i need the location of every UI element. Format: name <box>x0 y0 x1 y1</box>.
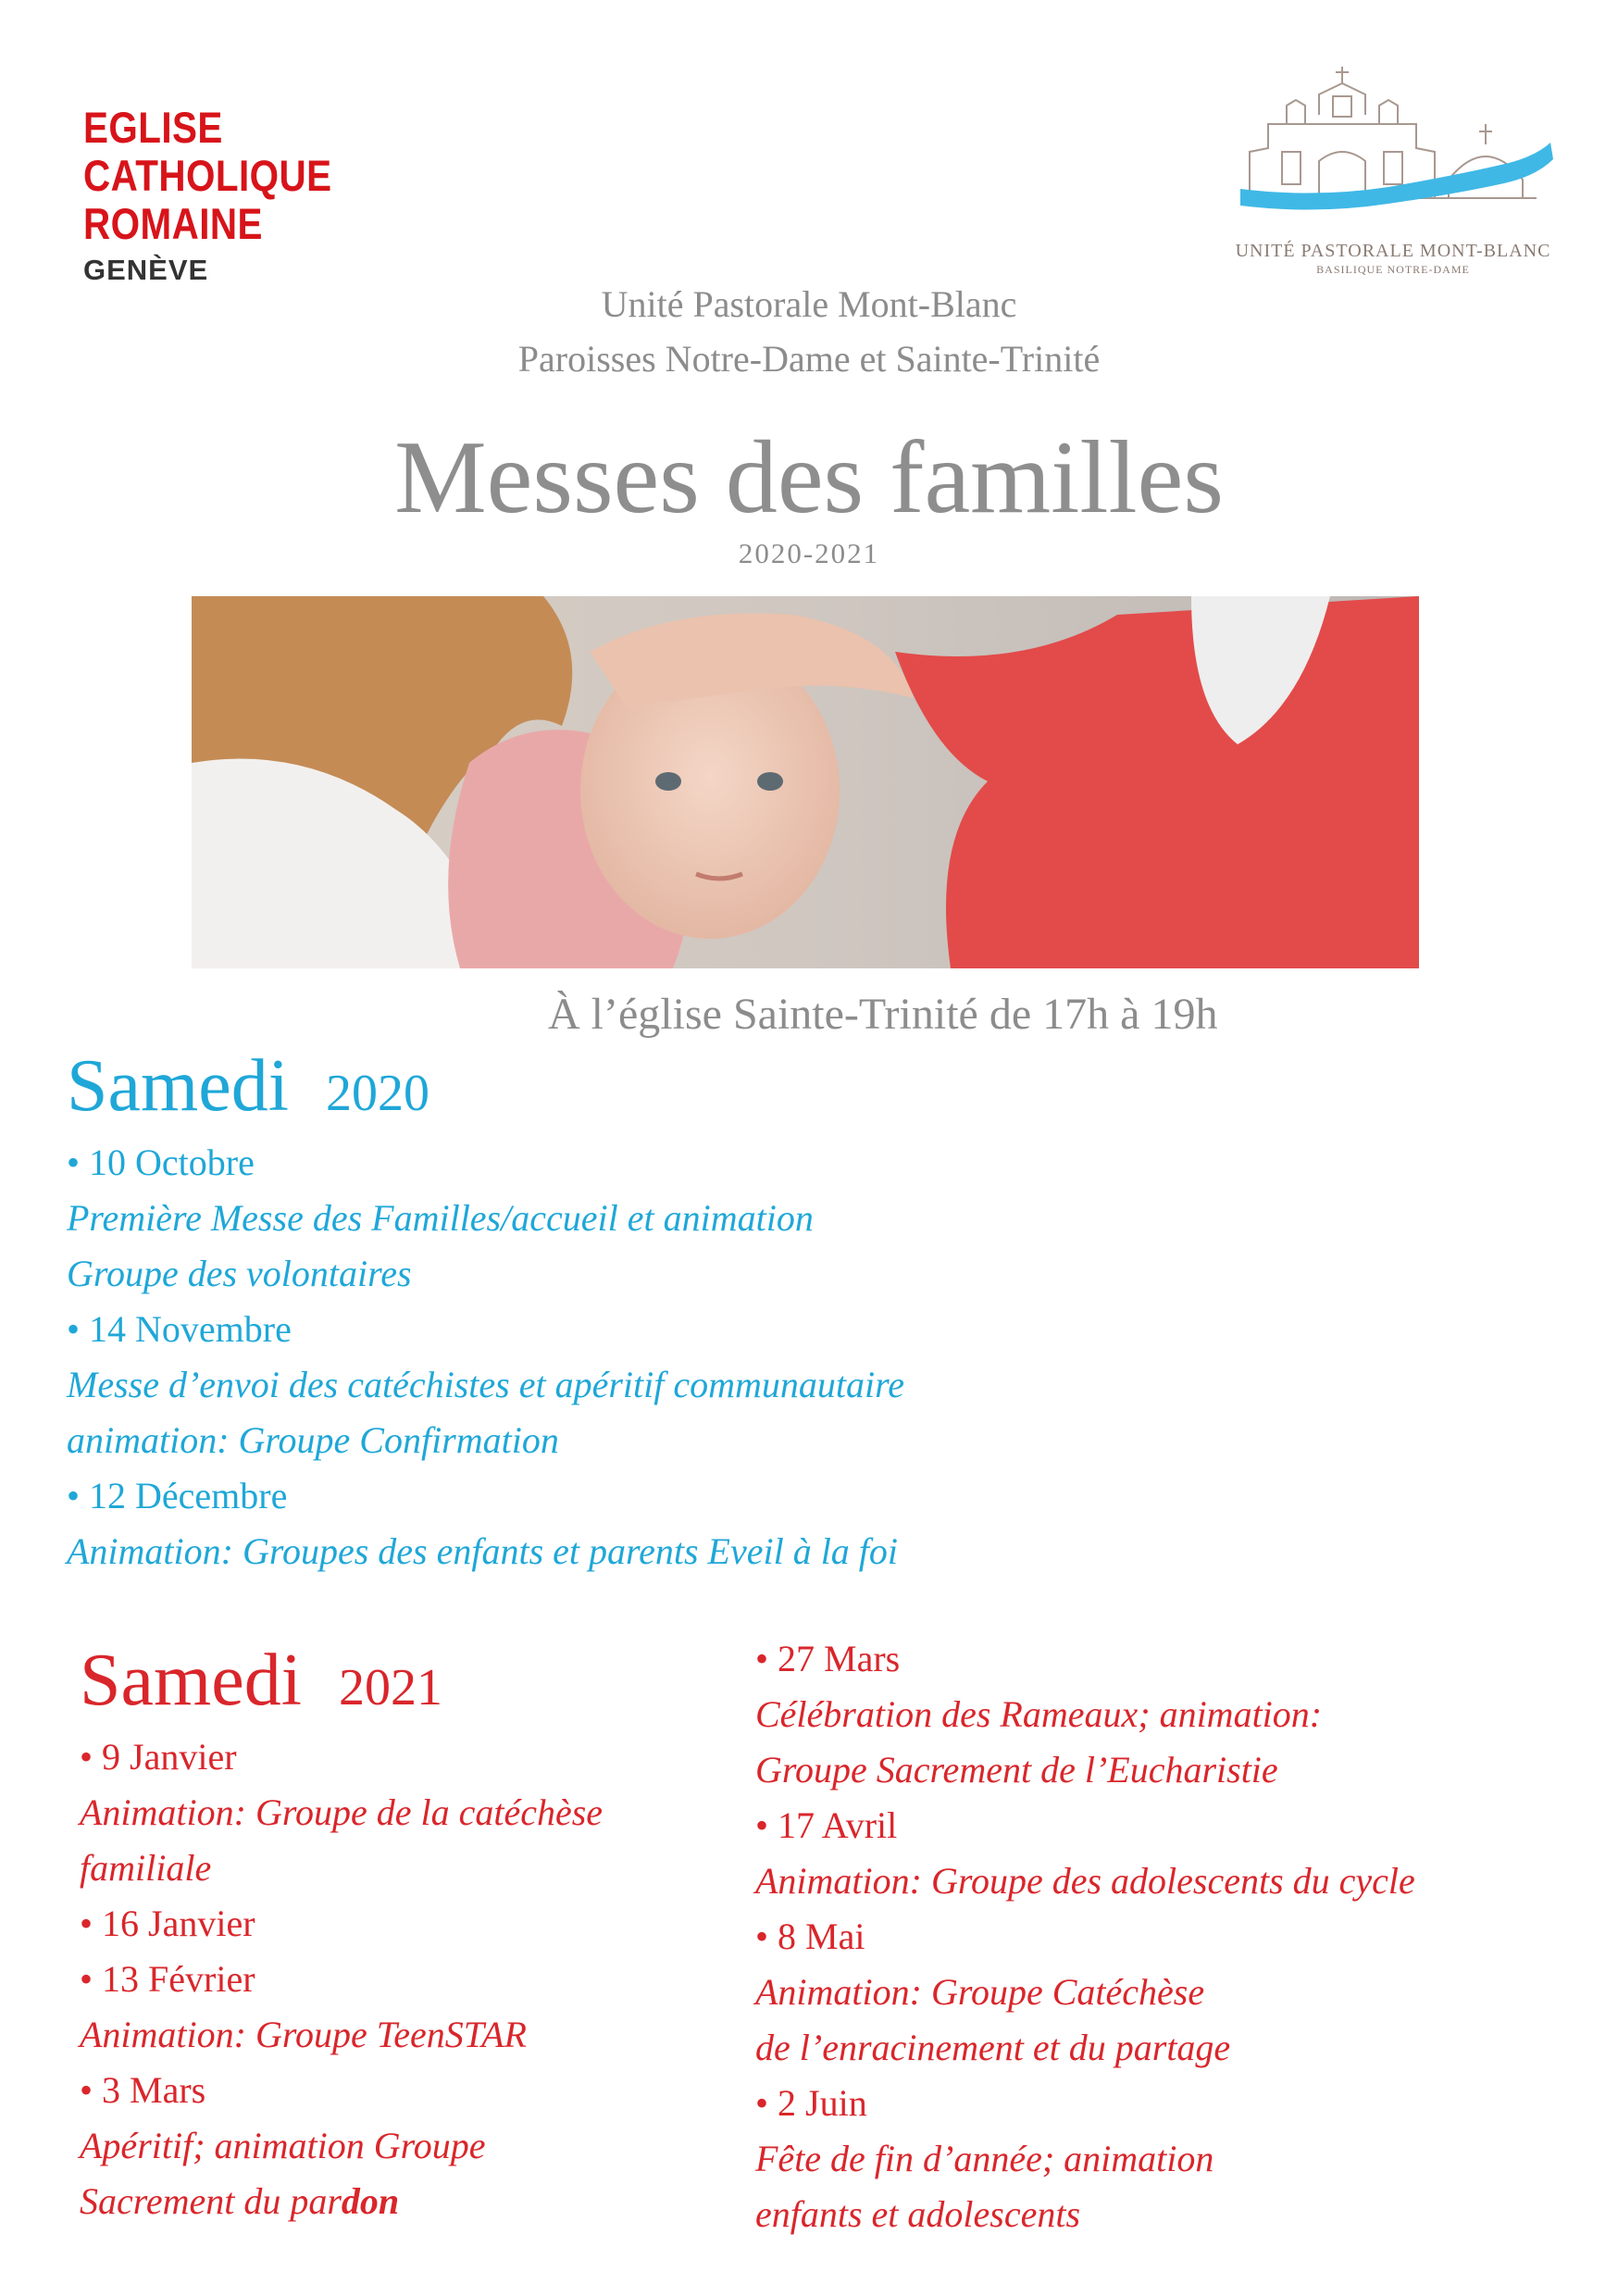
list-item-desc: Animation: Groupe TeenSTAR <box>80 2014 527 2055</box>
list-item-desc: Célébration des Rameaux; animation: <box>755 1693 1323 1735</box>
section-2021-left <box>80 1639 603 2229</box>
list-item-desc: Groupe des volontaires <box>67 1253 412 1294</box>
location-time: À l’église Sainte-Trinité de 17h à 19h <box>548 990 1218 1039</box>
list-item-desc: Sacrement du pardon <box>80 2180 400 2222</box>
list-item-desc: Groupe Sacrement de l’Eucharistie <box>755 1749 1278 1791</box>
list-item-desc: Première Messe des Familles/accueil et animation <box>67 1197 814 1239</box>
list-item-desc: Apéritif; animation Groupe <box>80 2125 486 2166</box>
section-2020-title <box>67 1044 904 1135</box>
section-2020-label: Samedi <box>67 1045 289 1127</box>
page-title: Messes des familles <box>394 420 1224 535</box>
logo-city: GENÈVE <box>83 254 209 286</box>
list-item-desc: animation: Groupe Confirmation <box>67 1419 559 1461</box>
section-2020-year: 2020 <box>325 1065 429 1122</box>
logo-right-subcaption: BASILIQUE NOTRE-DAME <box>1316 263 1470 276</box>
church-icon <box>1231 59 1555 244</box>
unit-name: Unité Pastorale Mont-Blanc <box>601 283 1017 325</box>
blessing-photo <box>192 596 1419 968</box>
list-item-date: • 16 Janvier <box>80 1903 255 1944</box>
section-2021-label: Samedi <box>80 1640 302 1721</box>
page-years: 2020-2021 <box>738 537 880 569</box>
list-item-desc: Animation: Groupe de la catéchèse <box>80 1791 604 1833</box>
list-item-date: • 8 Mai <box>755 1915 865 1957</box>
list-item-desc: de l’enracinement et du partage <box>755 2027 1231 2068</box>
list-item-date: • 9 Janvier <box>80 1736 237 1778</box>
list-item-desc: Fête de fin d’année; animation <box>755 2138 1214 2179</box>
section-2021-title <box>80 1639 603 1729</box>
list-item-date: • 12 Décembre <box>67 1475 288 1516</box>
logo-eglise-catholique <box>83 104 372 289</box>
list-item-desc: Messe d’envoi des catéchistes et apéritif communautaire <box>67 1364 904 1405</box>
list-item-date: • 17 Avril <box>755 1804 898 1846</box>
list-item-desc: enfants et adolescents <box>755 2193 1081 2235</box>
list-item-date: • 3 Mars <box>80 2069 206 2111</box>
list-item-date: • 14 Novembre <box>67 1308 292 1350</box>
list-item-desc: Animation: Groupe des adolescents du cycle <box>755 1860 1415 1902</box>
logo-right-caption: UNITÉ PASTORALE MONT-BLANC <box>1235 241 1551 261</box>
logo-line-1: EGLISE <box>83 103 223 152</box>
section-2021-year: 2021 <box>338 1659 442 1716</box>
section-2020 <box>67 1044 904 1579</box>
logo-line-2: CATHOLIQUE <box>83 151 332 200</box>
list-item-desc: Animation: Groupes des enfants et parents Eveil à la foi <box>67 1530 899 1572</box>
list-item-date: • 27 Mars <box>755 1638 901 1679</box>
section-2021-right <box>755 1631 1415 2242</box>
parish-names: Paroisses Notre-Dame et Sainte-Trinité <box>517 338 1101 380</box>
list-item-desc: familiale <box>80 1847 212 1889</box>
list-item-date: • 13 Février <box>80 1958 255 2000</box>
list-item-date: • 2 Juin <box>755 2082 867 2124</box>
list-item-desc: Animation: Groupe Catéchèse <box>755 1971 1205 2013</box>
logo-line-3: ROMAINE <box>83 199 263 248</box>
logo-unite-pastorale <box>1231 59 1555 276</box>
list-item-date: • 10 Octobre <box>67 1142 255 1183</box>
